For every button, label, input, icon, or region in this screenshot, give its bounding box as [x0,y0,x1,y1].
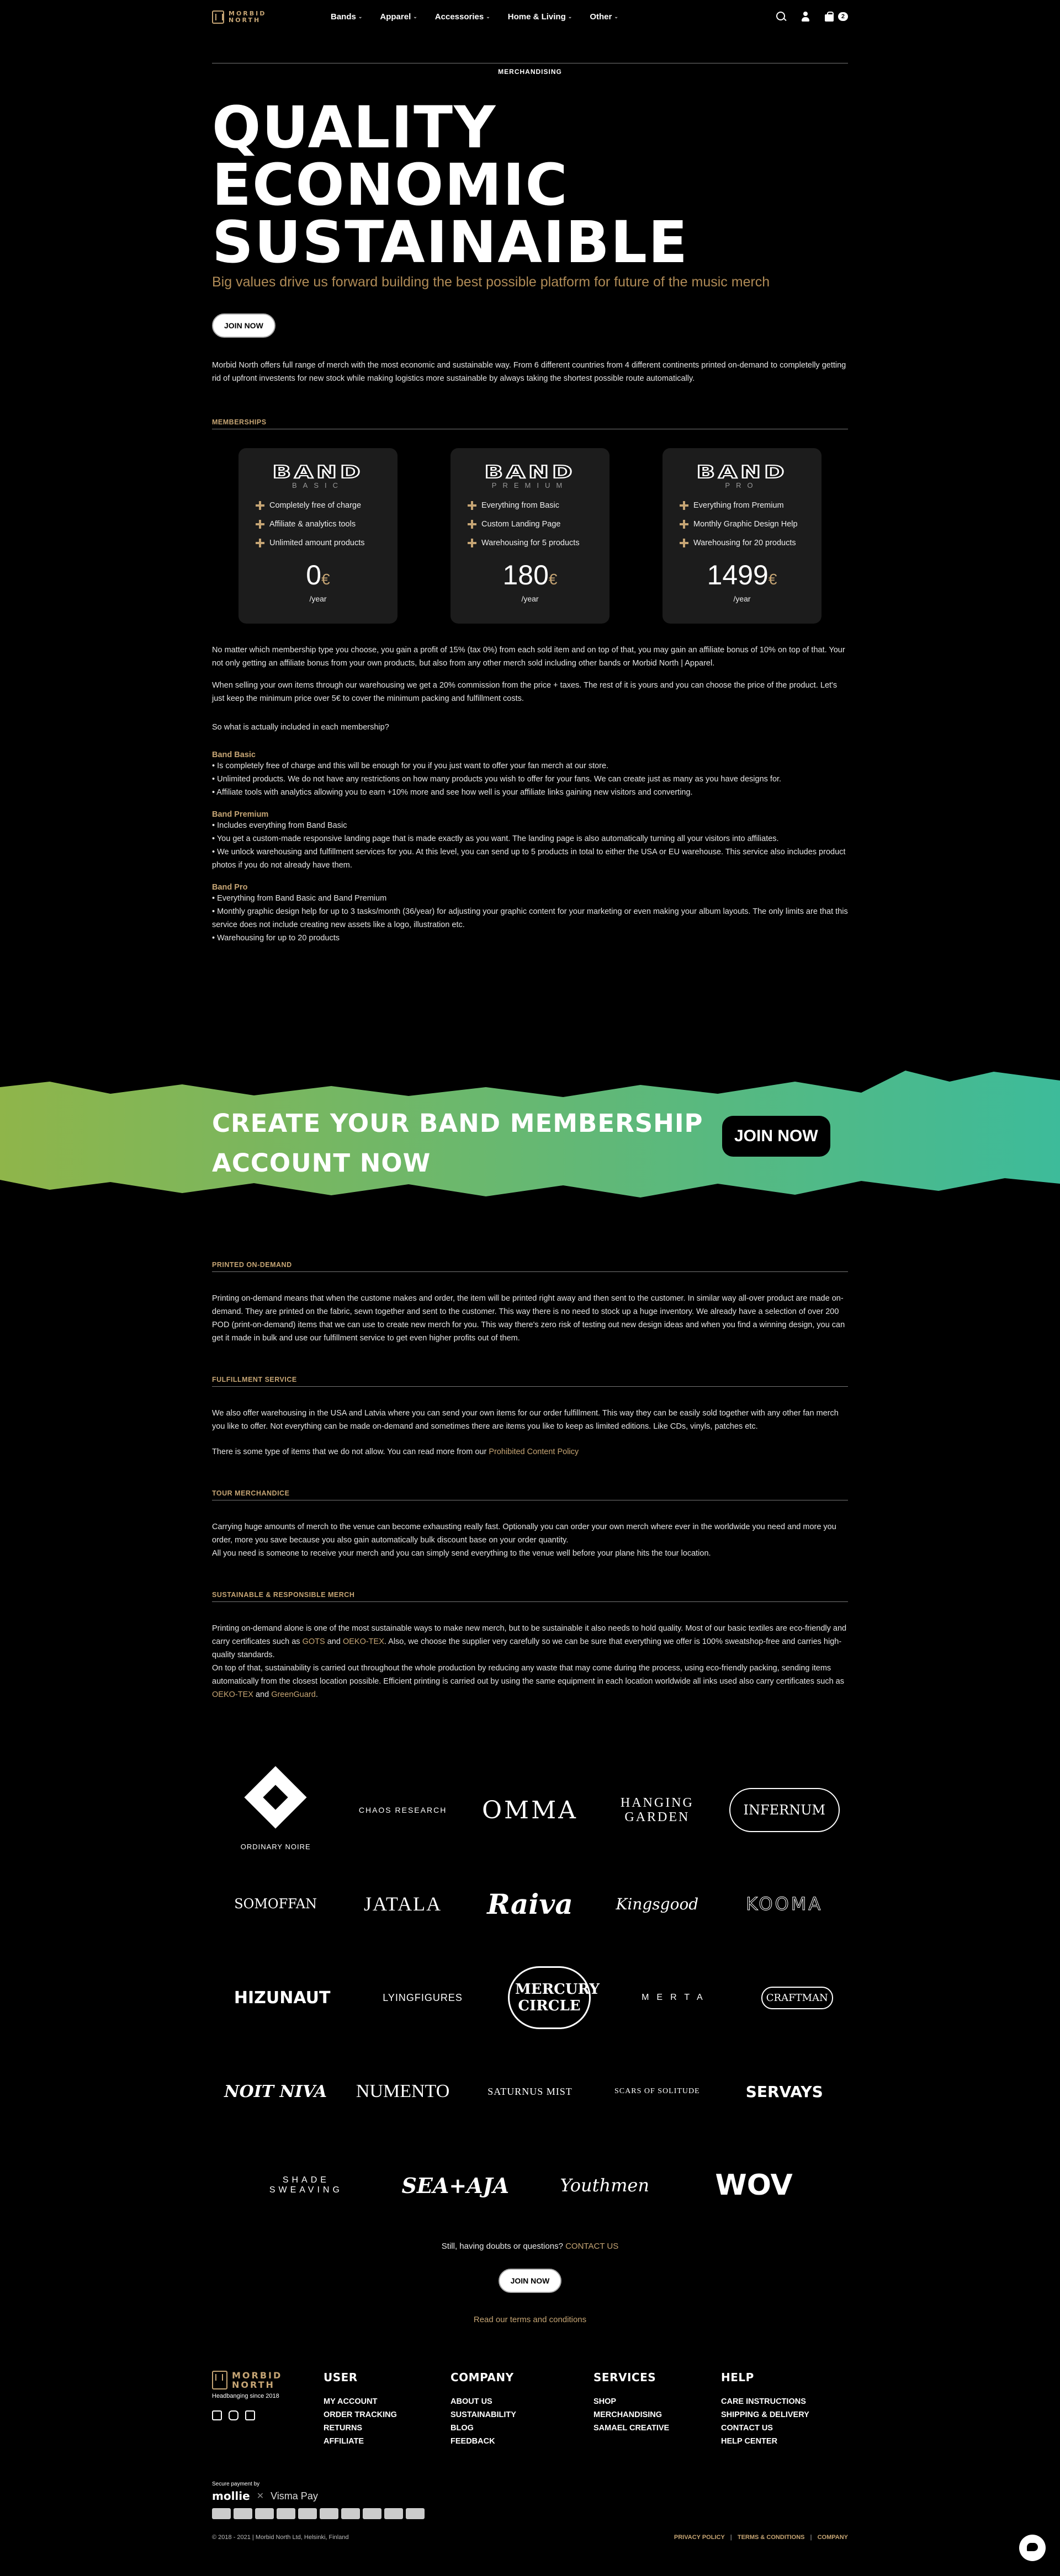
section-tag: MERCHANDISING [498,68,562,76]
footer-link[interactable]: MERCHANDISING [593,2410,662,2419]
band-logo-item[interactable]: SEA+AJA [401,2173,510,2198]
cart-count-badge: 2 [838,12,848,21]
footer-link[interactable]: RETURNS [324,2424,363,2433]
footer-link[interactable]: MY ACCOUNT [324,2397,378,2406]
feature-item: Custom Landing Page [467,519,610,529]
footer-link[interactable]: SHOP [593,2397,617,2406]
plan-period: /year [521,594,539,603]
band-basic-list: • Is completely free of charge and this will be enough for you if you just want to offer your fan merch at our store. • Unlimited products. We do not have any restrictions on how many products you wish to offer for your fans. We can create just as many as you have designs for. • Affiliate tools with analytics allowing you to earn +10% more and see how well is your affiliate links gaining new visitors and converting. [212,762,782,797]
plan-price: 180€ [502,560,558,590]
plan-card-basic[interactable] [239,448,398,624]
band-logo-item[interactable]: OMMA [481,1796,578,1824]
plus-icon [255,501,265,510]
gpay-icon [298,2508,317,2519]
footer-brand [212,2371,282,2423]
sustain-label: SUSTAINABLE & RESPONSIBLE MERCH [212,1591,848,1602]
band-logo: BAND [272,462,364,482]
footer-heading: USER [324,2371,358,2384]
membership-text-1: No matter which membership type you choose, you gain a profit of 15% (tax 0%) from each sold item and on top of that, you may gain an affiliate bonus of 10% on top of that. Your not only getting an affiliate bonus from your own products, but also from any other merch sold including other bands or Morbid North | Apparel. [212,646,845,668]
header-actions [775,10,848,23]
band-logo-item[interactable]: SATURNUS MIST [487,2085,573,2097]
plan-card-pro[interactable] [662,448,822,624]
plan-tier: PRO [725,481,759,489]
secure-payment-label: Secure payment by [212,2481,260,2487]
footer-logo[interactable]: MORBID NORTH [212,2371,282,2389]
band-logo-item[interactable]: Youthmen [560,2175,649,2196]
logo-row [212,1763,848,1857]
linkedin-icon[interactable] [245,2410,255,2420]
feature-item: Unlimited amount products [255,538,398,548]
band-logo-item[interactable]: INFERNUM [729,1788,840,1832]
band-logo-item[interactable]: CRAFTMAN [761,1987,833,2009]
chat-bubble-icon[interactable] [1019,2535,1046,2561]
privacy-policy-link[interactable]: PRIVACY POLICY [674,2534,725,2541]
cta-question: Still, having doubts or questions? CONTACT US [441,2242,619,2251]
site-header [212,0,848,34]
payment-method-icons [212,2508,427,2522]
oeko-tex-link[interactable]: OEKO-TEX [342,1637,384,1646]
payment-info [212,2481,427,2522]
band-logo-item[interactable]: KOOMA [746,1893,823,1914]
logo-text-bottom: NORTH [229,17,261,24]
plan-features [662,501,822,548]
logo-mark-icon [212,10,224,24]
banner-join-button[interactable]: JOIN NOW [722,1116,830,1157]
band-logo-item[interactable]: MERCURY CIRCLE [508,1966,591,2029]
footer-col-company [451,2371,516,2448]
footer-col-user [324,2371,397,2448]
main-content [212,63,848,945]
plus-icon [679,501,689,510]
memberships-label: MEMBERSHIPS [212,418,848,429]
footer-link[interactable]: HELP CENTER [721,2437,778,2446]
nav-bands[interactable]: Bands ⌄ [331,12,363,22]
mollie-logo: mollie [212,2489,250,2503]
hero-subtitle: Big values drive us forward building the best possible platform for future of the music merch [212,274,770,290]
nav-other[interactable]: Other ⌄ [590,12,618,22]
visa-icon [212,2508,231,2519]
footer-link[interactable]: CARE INSTRUCTIONS [721,2397,806,2406]
footer-link[interactable]: CONTACT US [721,2424,773,2433]
plan-period: /year [733,594,751,603]
paypal-icon [277,2508,295,2519]
band-logo-item[interactable]: SHADE SWEAVING [269,2175,343,2195]
membership-question: So what is actually included in each membership? [212,723,389,732]
footer-heading: HELP [721,2371,754,2384]
chevron-down-icon: ⌄ [486,14,490,19]
company-link[interactable]: COMPANY [817,2534,848,2541]
feature-item: Affiliate & analytics tools [255,519,398,529]
account-icon[interactable] [799,10,812,23]
footer-link[interactable]: FEEDBACK [451,2437,495,2446]
logo-mark-icon [212,2371,227,2389]
feature-item: Warehousing for 5 products [467,538,610,548]
footer-link[interactable]: ABOUT US [451,2397,492,2406]
band-logo-item[interactable]: NUMENTO [356,2081,450,2101]
plus-icon [255,538,265,548]
plan-tier: PREMIUM [491,481,569,489]
logo-row [212,2138,848,2232]
social-links [212,2410,282,2423]
tour-text: Carrying huge amounts of merch to the venue can become exhausting really fast. Optionally you can order your own merch where ever in the worldwide you need and more you order, more you save because you also gain automatically bulk discount base on your order quantity. [212,1523,836,1545]
contact-us-link[interactable]: CONTACT US [565,2242,619,2251]
band-logo: BAND [696,462,788,482]
footer-col-help [721,2371,809,2448]
shopping-bag-icon [823,10,836,23]
fulfillment-label: FULFILLMENT SERVICE [212,1376,848,1387]
facebook-icon[interactable] [212,2410,222,2420]
payment-providers [212,2489,427,2503]
footer-heading: SERVICES [593,2371,656,2384]
band-pro-list: • Everything from Band Basic and Band Premium • Monthly graphic design help for up to 3 tasks/month (36/year) for adjusting your graphic content for your marketing or even making your album layouts. The only limits are that this service does not include creating new assets like a logo, illustration etc. • Warehousing for up to 20 products [212,894,848,943]
giropay-icon [384,2508,403,2519]
instagram-icon[interactable] [229,2410,239,2420]
plan-period: /year [309,594,327,603]
greenguard-link[interactable]: GreenGuard [271,1690,316,1699]
sustain-text: Printing on-demand alone is one of the most sustainable ways to make new merch, but to be sustainable it also needs to hold quality. Most of our basic textiles are eco-friendly and carry certificates such as GOTS and OEKO-TEX. Also, we choose the supplier very carefully so we can be sure that everything we offer is 100% sweatshop-free and carries high-quality standards. [212,1624,847,1659]
ideal-icon [363,2508,381,2519]
feature-item: Everything from Basic [467,501,610,510]
band-logo-item[interactable]: SERVAYS [745,2082,823,2101]
plus-icon [679,538,689,548]
nav-home-living[interactable]: Home & Living ⌄ [507,12,573,22]
cta-join-button[interactable]: JOIN NOW [499,2269,562,2293]
plus-icon [467,519,477,529]
search-icon[interactable] [775,10,788,23]
band-logo-grid [212,1763,848,2232]
visma-pay-logo: Visma Pay [271,2490,318,2502]
footer-col-services [593,2371,669,2435]
footer-link[interactable]: AFFILIATE [324,2437,364,2446]
banner-title: CREATE YOUR BAND MEMBERSHIP ACCOUNT NOW [212,1109,703,1178]
membership-text-2: When selling your own items through our warehousing we get a 20% commission from the price + taxes. The rest of it is yours and you can choose the price of the product. Let's just keep the minimum price over 5€ to cover the minimum packing and fulfillment costs. [212,681,838,703]
cross-icon: ✕ [256,2492,264,2501]
band-logo-item[interactable]: SCARS OF SOLITUDE [614,2087,700,2095]
cta-section [0,2242,1060,2324]
band-logo-item[interactable]: WOV [715,2169,793,2202]
pod-text: Printing on-demand means that when the custome makes and order, the item will be printed right away and then sent to the customer. In similar way all-over product are made on-demand. They are printed on the fabric, sewn together and sent to the customer. This way there is no need to stock up a huge inventory. We already have a selection of over 200 POD (print-on-demand) items that we can use to create new merch for you. This way there's zero risk of testing out new design ideas and when you find a winning design, you can get it made in bulk and use our fulfillment service to get even higher profits out of them. [212,1294,845,1343]
site-footer [212,2371,848,2569]
plus-icon [467,501,477,510]
fulfillment-text-2: There is some type of items that we do not allow. You can read more from our Prohibited Content Policy [212,1447,579,1456]
nav-apparel[interactable]: Apparel ⌄ [380,12,417,22]
chevron-down-icon: ⌄ [568,14,573,19]
band-logo-item[interactable]: HANGING GARDEN [620,1796,694,1824]
gots-link[interactable]: GOTS [302,1637,325,1646]
cart-button[interactable] [823,10,848,23]
intro-text: Morbid North offers full range of merch with the most economic and sustainable way. From 6 different countries from 4 different continents printed on-demand to completelly getting rid of upfront investents for new stock while making logistics more sustainable by always taking the shortest possible route automatically. [212,361,846,383]
legal-links: PRIVACY POLICY | TERMS & CONDITIONS | COMPANY [674,2534,848,2541]
logo-row [212,1857,848,1951]
oeko-tex-link[interactable]: OEKO-TEX [212,1690,253,1699]
pod-label: PRINTED ON-DEMAND [212,1261,848,1272]
band-logo: BAND [484,462,576,482]
sofort-icon [406,2508,425,2519]
plan-features [239,501,398,548]
band-logo-item[interactable]: HIZUNAUT [234,1988,331,2008]
info-sections [212,1261,848,1701]
fulfillment-text: We also offer warehousing in the USA and Latvia where you can send your own items for our order fulfillment. This way they can be easily sold together with any other fan merch you like to offer. Not everything can be made on-demand and sometimes there are items you like to keep as limited editions. Like CDs, vinyls, patches etc. [212,1409,839,1431]
footer-link[interactable]: SHIPPING & DELIVERY [721,2410,809,2419]
band-logo-item[interactable]: Kingsgood [616,1894,699,1913]
membership-plans [212,448,848,624]
terms-conditions-link[interactable]: TERMS & CONDITIONS [737,2534,805,2541]
feature-item: Completely free of charge [255,501,398,510]
footer-tagline: Headbanging since 2018 [212,2393,279,2399]
band-logo-item[interactable]: SOMOFFAN [234,1896,317,1912]
footer-link[interactable]: ORDER TRACKING [324,2410,397,2419]
band-logo-item[interactable]: MERTA [642,1993,711,2002]
band-logo-item[interactable]: Raiva [487,1887,573,1920]
tour-label: TOUR MERCHANDICE [212,1489,848,1500]
sustain-text-2: On top of that, sustainability is carried out throughout the whole production by reducing any waste that may come during the process, using eco-friendly packing, sending items automatically from the closest location possible. Efficient printing is carried out by using the same equipment in each location worldwide all inks used also carry certificates such as OEKO-TEX and GreenGuard. [212,1664,844,1699]
copyright: © 2018 - 2021 | Morbid North Ltd, Helsinki, Finland [212,2534,349,2541]
logo-row [212,1951,848,2045]
band-logo-item[interactable]: LYINGFIGURES [383,1992,463,2003]
apple-pay-icon [255,2508,274,2519]
plan-price: 0€ [306,560,330,590]
feature-item: Warehousing for 20 products [679,538,822,548]
chevron-down-icon: ⌄ [358,14,363,19]
band-logo-item[interactable]: JATALA [364,1893,442,1915]
band-logo-item[interactable]: CHAOS RESEARCH [358,1806,447,1814]
hero-title: QUALITY ECONOMIC SUSTAINAIBLE [212,94,689,276]
join-now-button[interactable]: JOIN NOW [212,313,275,338]
band-pro-heading: Band Pro [212,883,248,892]
feature-item: Everything from Premium [679,501,822,510]
bank-icon [341,2508,360,2519]
band-logo-item[interactable]: NOIT NIVA [224,2082,327,2101]
footer-link[interactable]: BLOG [451,2424,474,2433]
chevron-down-icon: ⌄ [413,14,417,19]
mastercard-icon [234,2508,252,2519]
prohibited-policy-link[interactable]: Prohibited Content Policy [489,1447,579,1456]
logo-row [212,2045,848,2138]
main-nav [331,12,636,22]
ordinary-noire-mark-icon [242,1770,309,1836]
band-basic-heading: Band Basic [212,751,256,759]
site-logo[interactable] [212,10,266,24]
plan-features [451,501,610,548]
footer-heading: COMPANY [451,2371,514,2384]
nav-accessories[interactable]: Accessories ⌄ [434,12,490,22]
feature-item: Monthly Graphic Design Help [679,519,822,529]
footer-link[interactable]: SUSTAINABILITY [451,2410,516,2419]
band-premium-heading: Band Premium [212,810,269,819]
klarna-icon [320,2508,338,2519]
plus-icon [255,519,265,529]
plan-card-premium[interactable] [451,448,610,624]
plan-price: 1499€ [707,560,777,590]
footer-link[interactable]: SAMAEL CREATIVE [593,2424,670,2433]
plus-icon [679,519,689,529]
logo-text-top: MORBID [229,10,267,17]
tour-text-2: All you need is someone to receive your merch and you can simply send everything to the venue well before your plane hits the tour location. [212,1549,711,1558]
plan-tier: BASIC [292,481,344,489]
terms-link[interactable]: Read our terms and conditions [473,2315,587,2324]
band-logo-item[interactable]: ORDINARY NOIRE [220,1770,331,1851]
chevron-down-icon: ⌄ [614,14,618,19]
band-premium-list: • Includes everything from Band Basic • You get a custom-made responsive landing page that is made exactly as you want. The landing page is also automatically turning all your visitors into affiliates. • We unlock warehousing and fulfillment services for you. At this level, you can send up to 5 products in total to either the USA or EU warehouse. This service also includes product photos if you do not already have them. [212,821,846,870]
plus-icon [467,538,477,548]
